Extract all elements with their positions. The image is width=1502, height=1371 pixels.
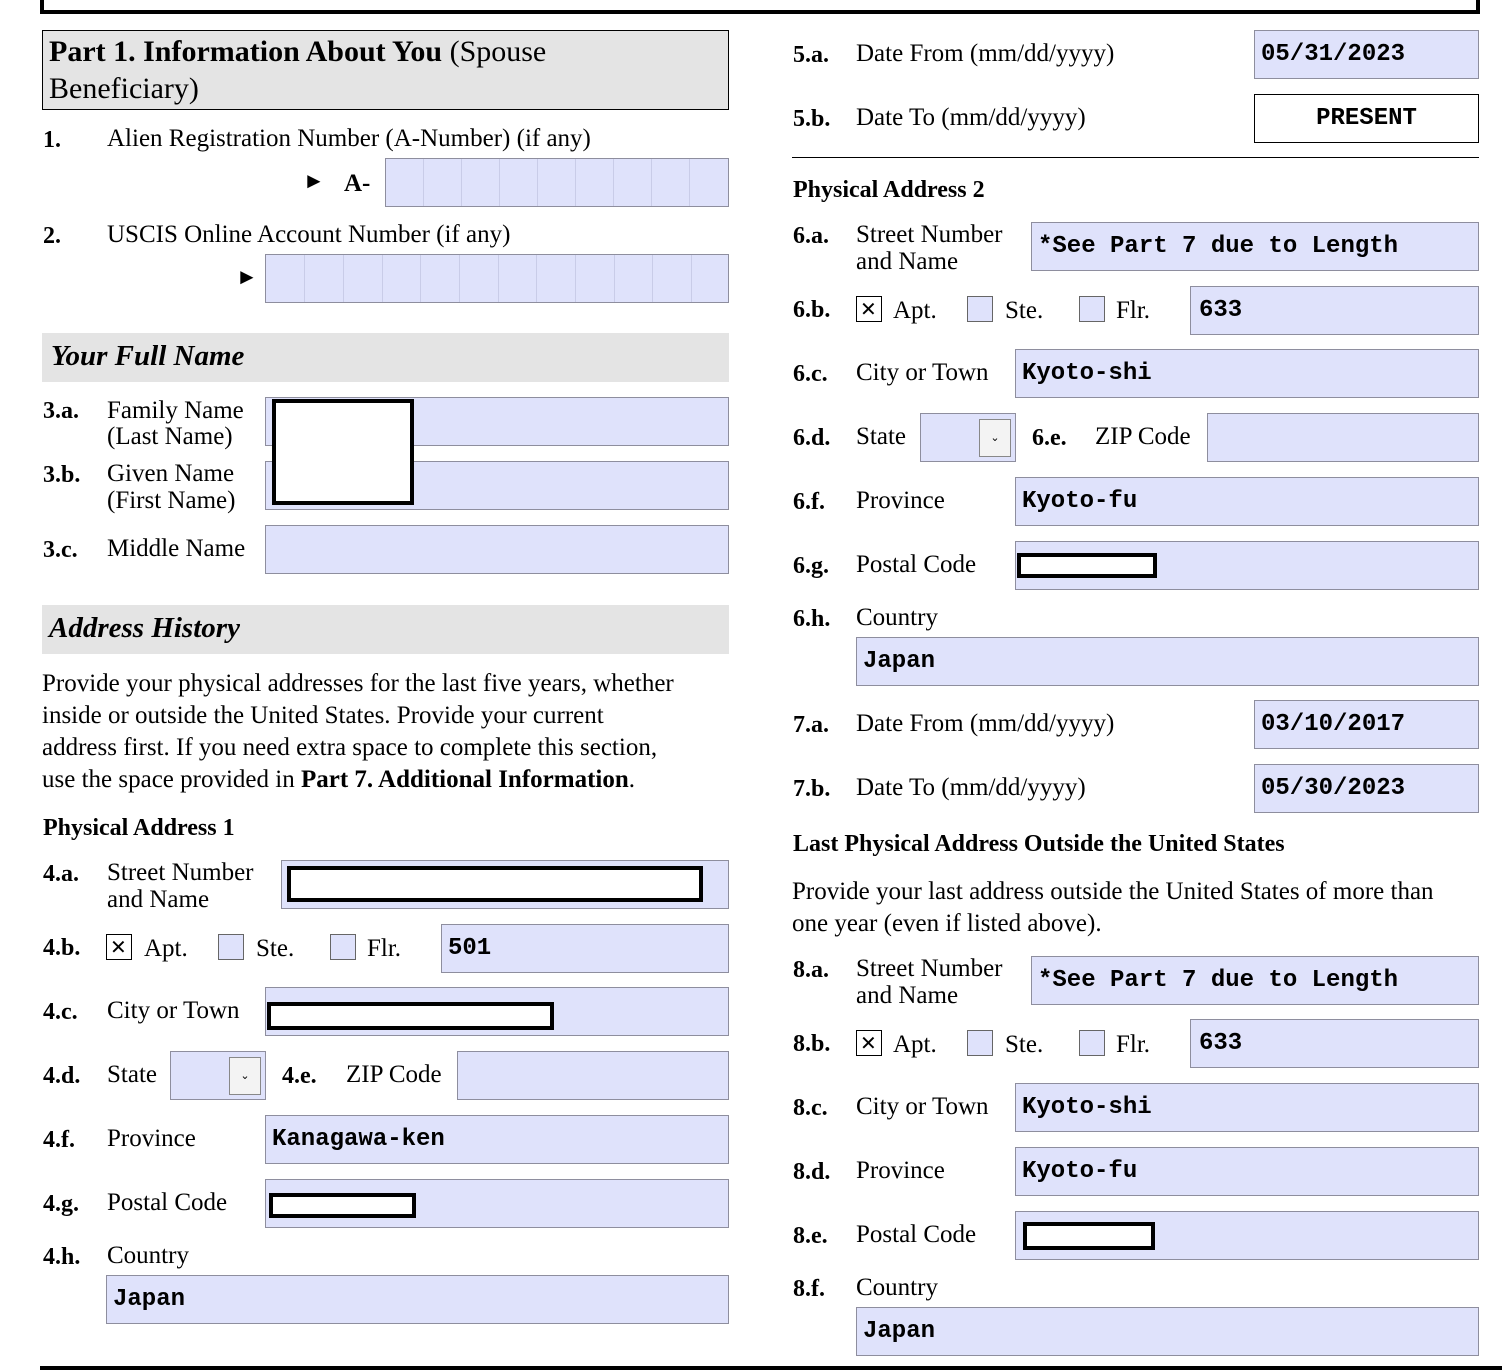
instructions-4b: Part 7. Additional Information (300, 766, 629, 793)
a2-apt-checkbox[interactable] (856, 296, 882, 322)
instructions-4c: . (628, 766, 635, 793)
q2-number: 2. (43, 223, 61, 249)
last-outside-line-1: Provide your last address outside the United States of more than (792, 878, 1434, 905)
divider (792, 157, 1479, 158)
a1-country-number: 4.h. (43, 1244, 81, 1270)
d2-from-number: 7.a. (793, 712, 829, 738)
a1-street-label-2: and Name (107, 886, 210, 913)
d1-from-input[interactable] (1254, 30, 1479, 79)
family-name-label-2: (Last Name) (107, 423, 233, 450)
a3-unit-value: 633 (1199, 1030, 1243, 1057)
a2-flr-checkbox[interactable] (1079, 296, 1105, 322)
a1-postal-label: Postal Code (107, 1189, 228, 1216)
a3-unit-input[interactable] (1190, 1019, 1479, 1068)
a3-city-input[interactable] (1015, 1083, 1479, 1132)
family-name-number: 3.a. (43, 398, 79, 424)
d1-to-label: Date To (mm/dd/yyyy) (856, 104, 1086, 131)
redaction-box (269, 1193, 416, 1218)
d1-from-number: 5.a. (793, 42, 829, 68)
part1-title-bold: Part 1. Information About You (49, 35, 443, 68)
redaction-box (287, 866, 703, 902)
a1-zip-label: ZIP Code (346, 1061, 442, 1088)
a2-street-value: *See Part 7 due to Length (1038, 233, 1399, 260)
address1-heading: Physical Address 1 (43, 815, 235, 841)
a3-postal-number: 8.e. (793, 1223, 828, 1249)
a3-street-label-1: Street Number (856, 955, 1003, 982)
a2-province-label: Province (856, 487, 945, 514)
a3-province-value: Kyoto-fu (1022, 1158, 1138, 1185)
a2-zip-label: ZIP Code (1095, 423, 1191, 450)
given-name-label-2: (First Name) (107, 487, 236, 514)
a1-street-number: 4.a. (43, 861, 79, 887)
a2-ste-label: Ste. (1005, 297, 1044, 324)
a2-postal-label: Postal Code (856, 551, 977, 578)
address-history-instructions (42, 668, 742, 796)
a2-apt-label: Apt. (893, 297, 937, 324)
a1-apt-checkbox[interactable] (106, 934, 132, 960)
family-name-label-1: Family Name (107, 397, 244, 424)
a3-province-input[interactable] (1015, 1147, 1479, 1196)
part1-title-line2: Beneficiary) (49, 72, 199, 105)
d2-from-label: Date From (mm/dd/yyyy) (856, 710, 1115, 737)
a3-ste-checkbox[interactable] (967, 1030, 993, 1056)
a2-ste-checkbox[interactable] (967, 296, 993, 322)
a1-province-label: Province (107, 1125, 196, 1152)
a2-state-number: 6.d. (793, 425, 831, 451)
a2-flr-label: Flr. (1116, 297, 1151, 324)
top-box-border (40, 0, 1480, 14)
d2-to-label: Date To (mm/dd/yyyy) (856, 774, 1086, 801)
a2-street-number: 6.a. (793, 223, 829, 249)
a2-country-input[interactable] (856, 637, 1479, 686)
d2-from-value: 03/10/2017 (1261, 711, 1406, 738)
d1-to-input[interactable] (1254, 94, 1479, 143)
a2-province-value: Kyoto-fu (1022, 488, 1138, 515)
a1-postal-number: 4.g. (43, 1191, 79, 1217)
given-name-number: 3.b. (43, 462, 81, 488)
a3-street-label-2: and Name (856, 982, 959, 1009)
a1-state-select[interactable] (170, 1051, 266, 1100)
d1-to-value: PRESENT (1316, 105, 1417, 132)
a1-province-value: Kanagawa-ken (272, 1126, 445, 1153)
a2-zip-number: 6.e. (1032, 425, 1067, 451)
a2-street-label-1: Street Number (856, 221, 1003, 248)
q2-arrow-icon: ► (236, 264, 258, 289)
last-outside-instructions (792, 876, 1492, 940)
a3-apt-label: Apt. (893, 1031, 937, 1058)
a3-postal-label: Postal Code (856, 1221, 977, 1248)
a2-country-label: Country (856, 604, 938, 631)
a2-unit-value: 633 (1199, 297, 1243, 324)
a3-city-value: Kyoto-shi (1022, 1094, 1152, 1121)
last-outside-line-2: one year (even if listed above). (792, 910, 1102, 937)
d1-from-label: Date From (mm/dd/yyyy) (856, 40, 1115, 67)
given-name-label-1: Given Name (107, 460, 235, 487)
a3-country-label: Country (856, 1274, 938, 1301)
a3-province-number: 8.d. (793, 1159, 831, 1185)
a1-flr-checkbox[interactable] (330, 934, 356, 960)
d1-from-value: 05/31/2023 (1261, 41, 1406, 68)
a1-ste-label: Ste. (256, 935, 295, 962)
check-x-icon: ✕ (860, 297, 877, 321)
a2-city-input[interactable] (1015, 349, 1479, 398)
a3-country-value: Japan (863, 1318, 936, 1345)
instructions-line-3: address first. If you need extra space to complete this section, (42, 734, 658, 761)
q1-arrow-icon: ► (303, 168, 325, 193)
middle-name-label: Middle Name (107, 535, 246, 562)
a2-city-number: 6.c. (793, 361, 828, 387)
a1-city-number: 4.c. (43, 999, 78, 1025)
chevron-down-icon[interactable]: ⌄ (979, 419, 1011, 457)
a3-flr-label: Flr. (1116, 1031, 1151, 1058)
a1-state-label: State (107, 1061, 157, 1088)
redaction-box (1023, 1222, 1155, 1250)
a1-state-number: 4.d. (43, 1063, 81, 1089)
d2-to-number: 7.b. (793, 776, 831, 802)
a3-street-input[interactable] (1031, 956, 1479, 1005)
a1-country-value: Japan (113, 1286, 186, 1313)
a2-country-number: 6.h. (793, 606, 831, 632)
a3-street-value: *See Part 7 due to Length (1038, 967, 1399, 994)
a1-flr-label: Flr. (367, 935, 402, 962)
a1-city-label: City or Town (107, 997, 240, 1024)
last-outside-heading: Last Physical Address Outside the United States (793, 831, 1285, 857)
middle-name-input[interactable] (265, 525, 729, 574)
a2-state-label: State (856, 423, 906, 450)
q1-label: Alien Registration Number (A-Number) (if any) (107, 125, 591, 152)
address-history-heading: Address History (49, 612, 240, 644)
d2-to-value: 05/30/2023 (1261, 775, 1406, 802)
address2-heading: Physical Address 2 (793, 177, 985, 203)
chevron-down-icon[interactable]: ⌄ (229, 1057, 261, 1095)
a3-country-input[interactable] (856, 1307, 1479, 1356)
a3-country-number: 8.f. (793, 1276, 825, 1302)
a2-unit-number: 6.b. (793, 297, 831, 323)
a2-zip-input[interactable] (1207, 413, 1479, 462)
uscis-account-input[interactable] (265, 254, 729, 303)
bottom-rule (40, 1366, 1502, 1370)
a1-zip-input[interactable] (457, 1051, 729, 1100)
a3-city-label: City or Town (856, 1093, 989, 1120)
a2-unit-input[interactable] (1190, 286, 1479, 335)
a3-province-label: Province (856, 1157, 945, 1184)
a-number-input[interactable] (385, 158, 729, 207)
a1-country-input[interactable] (106, 1275, 729, 1324)
a3-unit-number: 8.b. (793, 1031, 831, 1057)
q1-number: 1. (43, 127, 61, 153)
a1-province-number: 4.f. (43, 1127, 75, 1153)
check-x-icon: ✕ (860, 1031, 877, 1055)
a2-country-value: Japan (863, 648, 936, 675)
d2-from-input[interactable] (1254, 700, 1479, 749)
a3-apt-checkbox[interactable] (856, 1030, 882, 1056)
redaction-box (272, 399, 414, 505)
full-name-heading: Your Full Name (51, 340, 245, 372)
redaction-box (267, 1002, 554, 1030)
part1-title (49, 37, 546, 67)
a2-city-value: Kyoto-shi (1022, 360, 1152, 387)
a1-street-label-1: Street Number (107, 859, 254, 886)
a1-ste-checkbox[interactable] (218, 934, 244, 960)
q1-prefix: A- (344, 170, 371, 197)
instructions-line-1: Provide your physical addresses for the last five years, whether (42, 670, 674, 697)
part1-title-rest: (Spouse (442, 35, 547, 68)
instructions-4a: use the space provided in (42, 766, 301, 793)
a2-street-input[interactable] (1031, 222, 1479, 271)
a1-country-label: Country (107, 1242, 189, 1269)
a3-street-number: 8.a. (793, 957, 829, 983)
a1-province-input[interactable] (265, 1115, 729, 1164)
instructions-line-4 (42, 764, 742, 796)
a2-state-select[interactable] (920, 413, 1016, 462)
a2-street-label-2: and Name (856, 248, 959, 275)
a1-zip-number: 4.e. (282, 1063, 317, 1089)
a1-unit-value: 501 (448, 935, 492, 962)
a3-city-number: 8.c. (793, 1095, 828, 1121)
a2-province-input[interactable] (1015, 477, 1479, 526)
instructions-line-2: inside or outside the United States. Provide your current (42, 702, 604, 729)
a2-city-label: City or Town (856, 359, 989, 386)
middle-name-number: 3.c. (43, 537, 78, 563)
redaction-box (1017, 553, 1157, 578)
check-x-icon: ✕ (110, 935, 127, 959)
a1-unit-number: 4.b. (43, 935, 81, 961)
a3-ste-label: Ste. (1005, 1031, 1044, 1058)
a1-apt-label: Apt. (144, 935, 188, 962)
q2-label: USCIS Online Account Number (if any) (107, 221, 511, 248)
a3-flr-checkbox[interactable] (1079, 1030, 1105, 1056)
a1-unit-input[interactable] (441, 924, 729, 973)
d2-to-input[interactable] (1254, 764, 1479, 813)
d1-to-number: 5.b. (793, 106, 831, 132)
a2-province-number: 6.f. (793, 489, 825, 515)
a2-postal-number: 6.g. (793, 553, 829, 579)
